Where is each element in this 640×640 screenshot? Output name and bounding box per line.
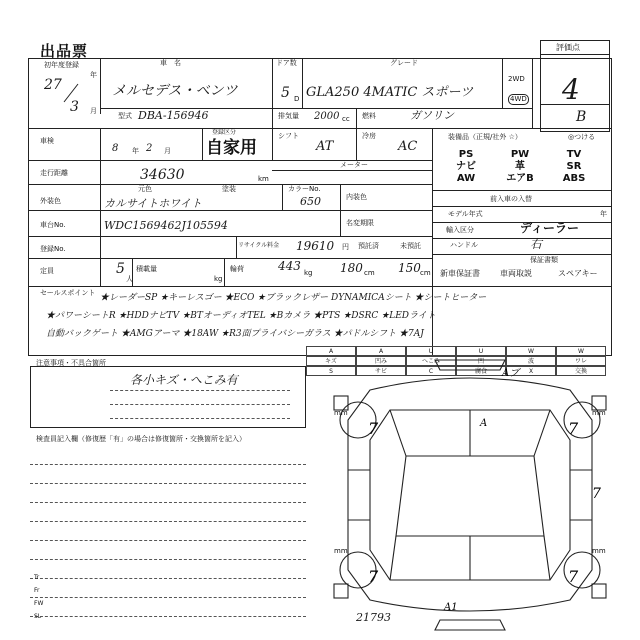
legend-cell: ワレ xyxy=(556,356,606,366)
tire-value-2: 180 xyxy=(340,261,363,275)
shift-value: AT xyxy=(316,139,334,154)
score-value: 4 xyxy=(562,73,580,106)
doors-label: ドア数 xyxy=(276,59,297,67)
doors-value: 5 xyxy=(281,85,290,101)
inspector-line xyxy=(30,521,306,522)
mileage-label: 走行距離 xyxy=(40,169,68,177)
equipment-item-3: ナビ xyxy=(456,161,476,172)
legend-cell: A xyxy=(356,346,406,356)
legend-cell: 凹み xyxy=(356,356,406,366)
legend-cell: U xyxy=(456,346,506,356)
sales-line-1: ★レーダーSP ★キーレスゴー ★ECO ★ブラックレザー DYNAMICAシート ★シートヒーター xyxy=(100,293,487,303)
form-title: 出品票 xyxy=(40,42,89,60)
reg-no-label: 登録No. xyxy=(40,245,66,253)
ac-label: 冷房 xyxy=(362,132,376,140)
legend-cell: U xyxy=(406,346,456,356)
fuel-label: 燃料 xyxy=(362,112,376,120)
import-value: ディーラー xyxy=(520,221,580,235)
equipment-item-0: PS xyxy=(458,149,474,160)
equipment-item-6: AW xyxy=(456,173,476,184)
chassis-value: WDC1569462J105594 xyxy=(104,219,228,232)
damage-mark-front-left: 7 xyxy=(368,419,379,438)
tire-value-3: 150 xyxy=(398,261,421,275)
equipment-item-1: PW xyxy=(510,149,530,160)
equipment-label: 装備品（正規/社外 ☆） xyxy=(448,133,522,141)
inspector-line xyxy=(30,597,306,598)
inspector-line xyxy=(30,616,306,617)
drive-2wd: 2WD xyxy=(508,75,525,83)
damage-mark-front-right: 7 xyxy=(568,419,579,438)
equipment-item-7: エアB xyxy=(506,173,534,184)
sales-line-2: ★パワーシートR ★HDDナビTV ★BTオーディオTEL ★Bカメラ ★PTS ★DSRC ★LEDライト xyxy=(46,311,436,321)
diagram-top-note: Aブ xyxy=(502,368,520,379)
capacity-label: 定員 xyxy=(40,267,54,275)
legend-cell: サビ xyxy=(356,366,406,376)
color-no-value: 650 xyxy=(300,195,321,208)
score-label: 評価点 xyxy=(556,43,580,52)
inspector-line xyxy=(30,578,306,579)
inspection-label: 車検 xyxy=(40,137,54,145)
legend-cell: W xyxy=(556,346,606,356)
legend-cell: 腐食 xyxy=(456,366,506,376)
usage-value: 自家用 xyxy=(206,138,257,158)
displacement-value: 2000 xyxy=(314,111,340,122)
displacement-label: 排気量 xyxy=(278,112,299,120)
inspector-line xyxy=(30,502,306,503)
legend-cell: 波 xyxy=(506,356,556,366)
inspector-line xyxy=(30,540,306,541)
handle-value: 右 xyxy=(530,237,543,251)
shift-label: シフト xyxy=(278,132,299,140)
legend-cell: A xyxy=(306,346,356,356)
legend-cell: W xyxy=(506,346,556,356)
chassis-label: 車台No. xyxy=(40,221,66,229)
meter-label: メーター xyxy=(340,161,368,169)
fuel-value: ガソリン xyxy=(410,109,454,122)
slash-mark xyxy=(64,84,84,104)
car-name-value: メルセデス・ベンツ xyxy=(112,83,238,99)
usage-small: 登録区分 xyxy=(212,129,237,136)
equipment-item-5: SR xyxy=(566,161,582,172)
inspector-line xyxy=(30,464,306,465)
month-value: 3 xyxy=(70,99,79,115)
legend-cell: X xyxy=(506,366,556,376)
model-label: 型式 xyxy=(118,112,132,120)
capacity-value: 5 xyxy=(116,261,125,277)
damage-mark-top: A xyxy=(480,418,488,429)
drive-4wd: 4WD xyxy=(510,95,527,103)
score-sub-value: B xyxy=(576,109,587,125)
lot-number: 21793 xyxy=(356,611,391,624)
legend-cell: キズ xyxy=(306,356,356,366)
color-value: カルサイトホワイト xyxy=(104,197,202,210)
legend-cell: C xyxy=(406,366,456,376)
legend-cell: 交換 xyxy=(556,366,606,376)
notes-value: 各小キズ・へこみ有 xyxy=(130,373,238,387)
legend-cell: へこみ xyxy=(406,356,456,366)
inspector-label: 検査員記入欄（修復歴「有」の場合は修復箇所・交換箇所を記入） xyxy=(36,435,246,443)
notes-label: 注意事項・不具合箇所 xyxy=(36,359,106,367)
first-reg-label: 初年度登録 xyxy=(44,61,79,69)
equipment-item-4: 革 xyxy=(515,161,525,172)
equipment-item-2: TV xyxy=(566,149,582,160)
damage-mark-side: 7 xyxy=(592,486,601,502)
damage-mark-rear-left: 7 xyxy=(368,567,379,586)
legend-cell: 凹 xyxy=(456,356,506,366)
inspector-line xyxy=(30,483,306,484)
sales-points-label: セールスポイント xyxy=(40,289,96,297)
ac-value: AC xyxy=(398,139,418,154)
damage-mark-rear-right: 7 xyxy=(568,567,579,586)
inspector-line xyxy=(30,559,306,560)
sales-line-3: 自動バックゲート ★AMGアーマ ★18AW ★R3面プライバシーガラス ★パドルシフト ★7AJ xyxy=(46,329,424,339)
grade-value: GLA250 4MATIC スポーツ xyxy=(306,85,473,100)
grade-label: グレード xyxy=(390,59,418,67)
year-value: 27 xyxy=(44,77,62,93)
equipment-item-8: ABS xyxy=(562,173,586,184)
exterior-color-label: 外装色 xyxy=(40,197,61,205)
diagram-bottom-note: A1 xyxy=(444,602,458,613)
car-name-label: 車 名 xyxy=(160,59,181,67)
recycle-value: 19610 xyxy=(296,239,335,253)
mileage-value: 34630 xyxy=(140,167,185,183)
model-value: DBA-156946 xyxy=(138,109,209,122)
tire-value-1: 443 xyxy=(278,259,301,273)
legend-cell: S xyxy=(306,366,356,376)
car-damage-diagram xyxy=(330,360,610,630)
